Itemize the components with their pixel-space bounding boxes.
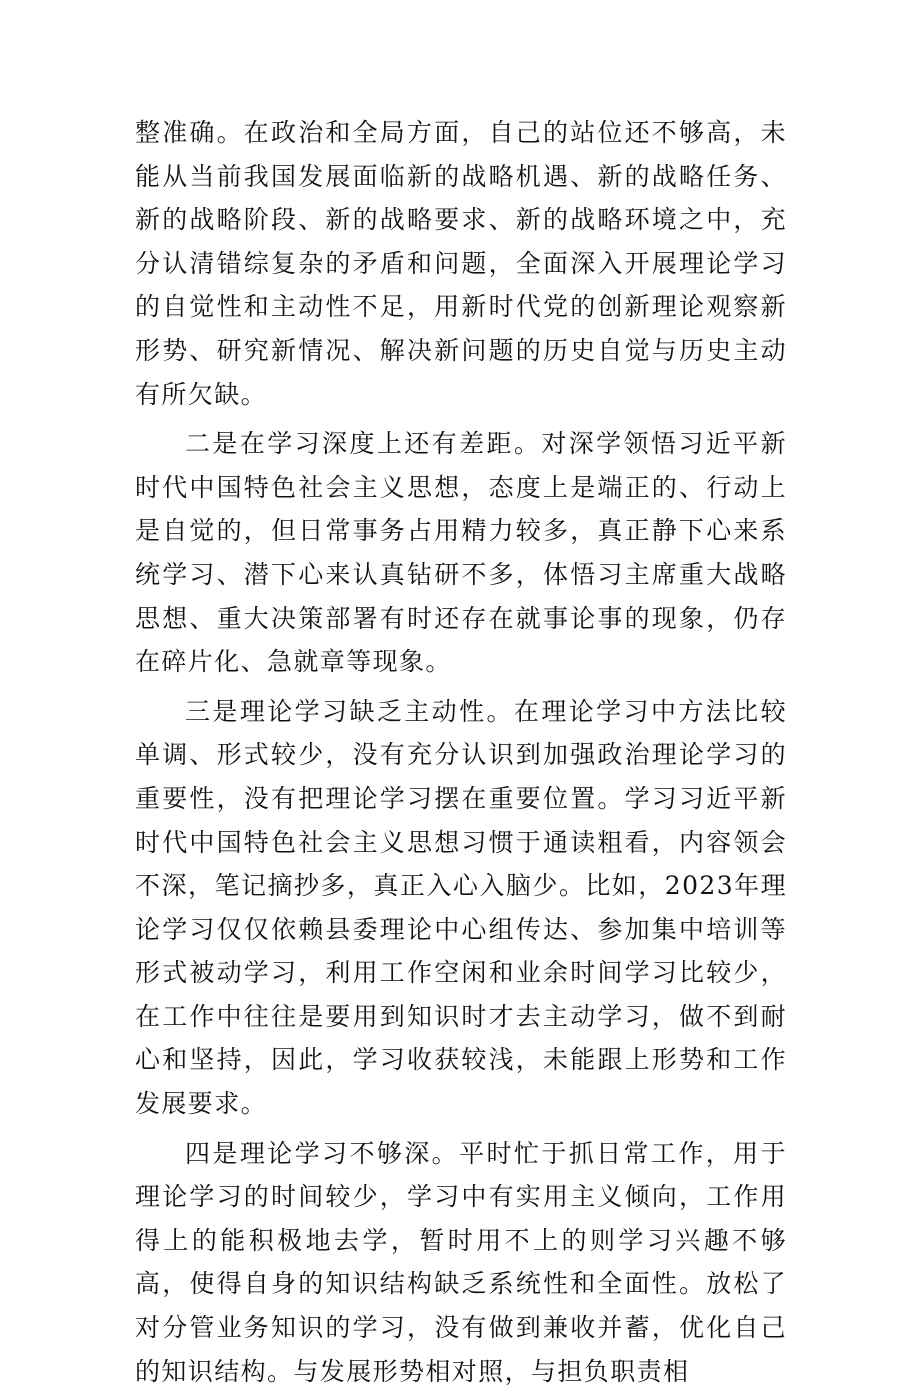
paragraph-1: 整准确。在政治和全局方面，自己的站位还不够高，未能从当前我国发展面临新的战略机遇、新的战略任务、新的战略阶段、新的战略要求、新的战略环境之中，充分认清错综复杂的矛盾和问题，全面深入开展理论学习的自觉性和主动性不足，用新时代党的创新理论观察新形势、研究新情况、解决新问题的历史自觉与历史主动有所欠缺。 (135, 118, 787, 409)
paragraph-3: 三是理论学习缺乏主动性。在理论学习中方法比较单调、形式较少，没有充分认识到加强政治理论学习的重要性，没有把理论学习摆在重要位置。学习习近平新时代中国特色社会主义思想习惯于通读粗看，内容领会不深，笔记摘抄多，真正入心入脑少。比如，2023年理论学习仅仅依赖县委理论中心组传达、参加集中培训等形式被动学习，利用工作空闲和业余时间学习比较少，在工作中往往是要用到知识时才去主动学习，做不到耐心和坚持，因此，学习收获较浅，未能跟上形势和工作发展要求。 (135, 696, 787, 1119)
paragraph-2: 二是在学习深度上还有差距。对深学领悟习近平新时代中国特色社会主义思想，态度上是端正的、行动上是自觉的，但日常事务占用精力较多，真正静下心来系统学习、潜下心来认真钻研不多，体悟习主席重大战略思想、重大决策部署有时还存在就事论事的现象，仍存在碎片化、急就章等现象。 (135, 429, 787, 677)
paragraph-4: 四是理论学习不够深。平时忙于抓日常工作，用于理论学习的时间较少，学习中有实用主义倾向，工作用得上的能积极地去学，暂时用不上的则学习兴趣不够高，使得自身的知识结构缺乏系统性和全面性。放松了对分管业务知识的学习，没有做到兼收并蓄，优化自己的知识结构。与发展形势相对照，与担负职责相 (135, 1138, 787, 1386)
document-body (135, 111, 787, 1399)
